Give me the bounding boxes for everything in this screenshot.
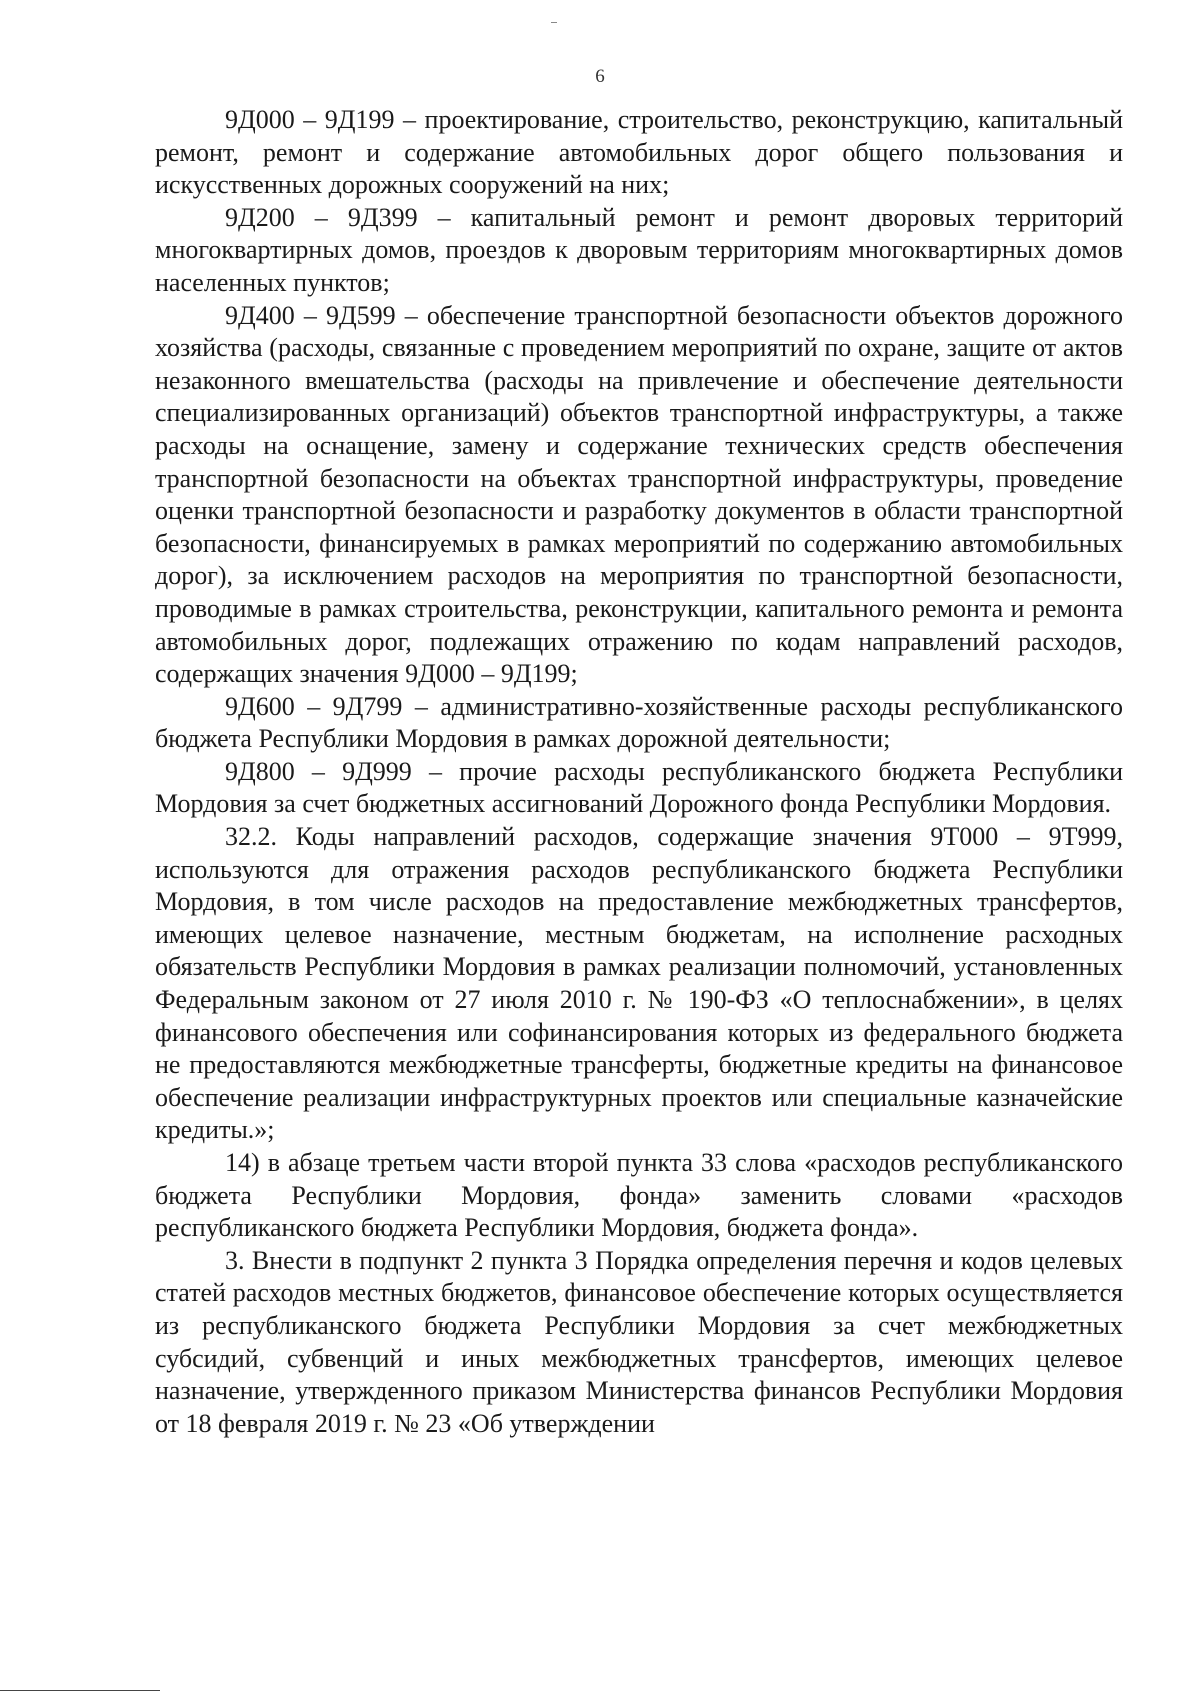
scan-mark <box>551 22 557 23</box>
paragraph-item-14: 14) в абзаце третьем части второй пункта 33 слова «расходов республиканского бюджета Республики Мордовия, фонда» заменить словами «расходов республиканского бюджета Республики Мордовия, бюджета фонда». <box>155 1148 1123 1243</box>
paragraph-9d200: 9Д200 – 9Д399 – капитальный ремонт и ремонт дворовых территорий многоквартирных домов, проездов к дворовым территориям многоквартирных домов населенных пунктов; <box>155 202 1123 297</box>
paragraph-9d800: 9Д800 – 9Д999 – прочие расходы республиканского бюджета Республики Мордовия за счет бюджетных ассигнований Дорожного фонда Республики Мордовия. <box>155 756 1123 819</box>
paragraph-9d600: 9Д600 – 9Д799 – административно-хозяйственные расходы республиканского бюджета Республики Мордовия в рамках дорожной деятельности; <box>155 691 1123 754</box>
paragraph-9d400: 9Д400 – 9Д599 – обеспечение транспортной безопасности объектов дорожного хозяйства (расходы, связанные с проведением мероприятий по охране, защите от актов незаконного вмешательства (расходы на привлечение и обеспечение деятельности специализированных организаций) объектов транспортной инфраструктуры, а также расходы на оснащение, замену и содержание технических средств обеспечения транспортной безопасности на объектах транспортной инфраструктуры, проведение оценки транспортной безопасности и разработку документов в области транспортной безопасности, финансируемых в рамках мероприятий по содержанию автомобильных дорог), за исключением расходов на мероприятия по транспортной безопасности, проводимые в рамках строительства, реконструкции, капитального ремонта и ремонта автомобильных дорог, подлежащих отражению по кодам направлений расходов, содержащих значения 9Д000 – 9Д199; <box>155 300 1123 689</box>
page-number: 6 <box>595 66 605 87</box>
document-body <box>155 104 1123 1440</box>
paragraph-item-3: 3. Внести в подпункт 2 пункта 3 Порядка определения перечня и кодов целевых статей расходов местных бюджетов, финансовое обеспечение которых осуществляется из республиканского бюджета Республики Мордовия за счет межбюджетных субсидий, субвенций и иных межбюджетных трансфертов, имеющих целевое назначение, утвержденного приказом Министерства финансов Республики Мордовия от 18 февраля 2019 г. № 23 «Об утверждении <box>155 1245 1123 1438</box>
footer-rule <box>0 1690 160 1691</box>
paragraph-32-2: 32.2. Коды направлений расходов, содержащие значения 9Т000 – 9Т999, используются для отражения расходов республиканского бюджета Республики Мордовия, в том числе расходов на предоставление межбюджетных трансфертов, имеющих целевое назначение, местным бюджетам, на исполнение расходных обязательств Республики Мордовия в рамках реализации полномочий, установленных Федеральным законом от 27 июля 2010 г. № 190-ФЗ «О теплоснабжении», в целях финансового обеспечения или софинансирования которых из федерального бюджета не предоставляются межбюджетные трансферты, бюджетные кредиты на финансовое обеспечение реализации инфраструктурных проектов или специальные казначейские кредиты.»; <box>155 822 1123 1145</box>
paragraph-9d000: 9Д000 – 9Д199 – проектирование, строительство, реконструкцию, капитальный ремонт, ремонт и содержание автомобильных дорог общего пользования и искусственных дорожных сооружений на них; <box>155 105 1123 200</box>
